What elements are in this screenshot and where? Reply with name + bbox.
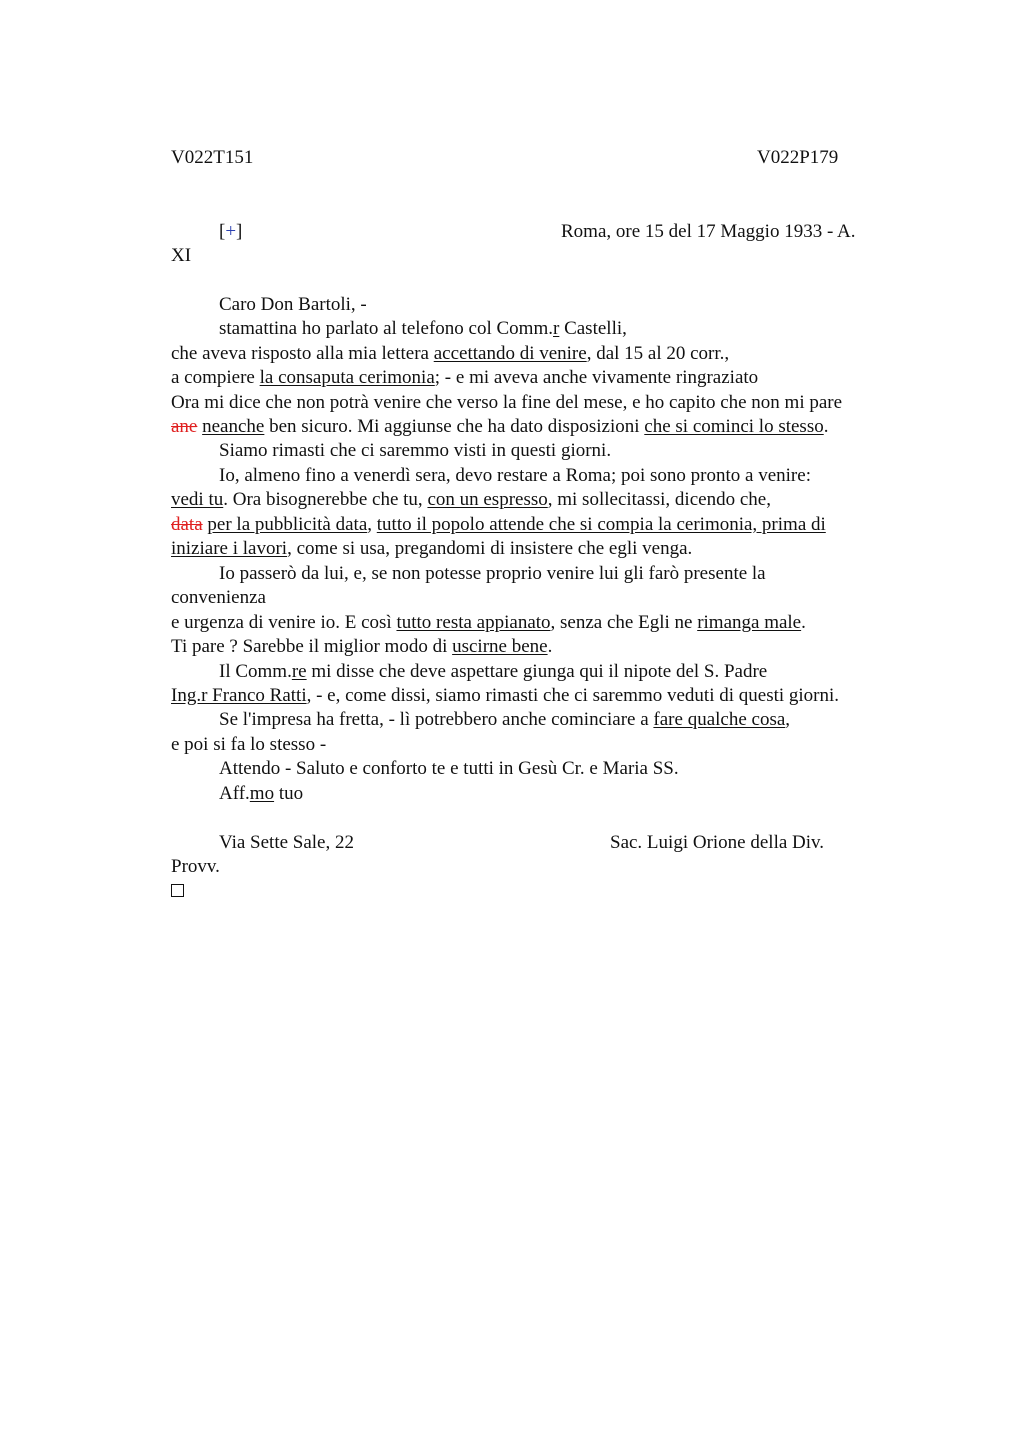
body-line-13: e urgenza di venire io. E così tutto resta appianato, senza che Egli ne rimanga male. <box>171 612 806 633</box>
body-line-14: Ti pare ? Sarebbe il miglior modo di uscirne bene. <box>171 636 553 657</box>
body-line-5: ane neanche ben sicuro. Mi aggiunse che ha dato disposizioni che si cominci lo stesso. <box>171 416 829 437</box>
body-line-16: Ing.r Franco Ratti, - e, come dissi, siamo rimasti che ci saremmo veduti di questi giorni. <box>171 685 840 706</box>
deleted-word: data <box>171 514 203 535</box>
body-line-18: e poi si fa lo stesso - <box>171 734 327 755</box>
body-line-6: Siamo rimasti che ci saremmo visti in questi giorni. <box>219 440 612 461</box>
plus-link[interactable]: + <box>225 221 237 242</box>
body-line-17: Se l'impresa ha fretta, - lì potrebbero anche cominciare a fare qualche cosa, <box>219 709 791 730</box>
body-line-4: Ora mi dice che non potrà venire che verso la fine del mese, e ho capito che non mi pare <box>171 392 843 413</box>
dateline: Roma, ore 15 del 17 Maggio 1933 - A. <box>561 221 856 242</box>
body-line-7: Io, almeno fino a venerdì sera, devo restare a Roma; poi sono pronto a venire: <box>219 465 811 486</box>
closing-line: Attendo - Saluto e conforto te e tutti in Gesù Cr. e Maria SS. <box>219 758 679 779</box>
deleted-word: ane <box>171 416 198 437</box>
body-line-9: data per la pubblicità data, tutto il popolo attende che si compia la cerimonia, prima di <box>171 514 826 535</box>
document-code-left: V022T151 <box>171 147 254 168</box>
body-line-3: a compiere la consaputa cerimonia; - e mi aveva anche vivamente ringraziato <box>171 367 759 388</box>
dateline-wrap: XI <box>171 245 192 266</box>
annotation-marker: [+] <box>219 221 243 242</box>
sender-address: Via Sette Sale, 22 <box>219 832 354 853</box>
body-line-10: iniziare i lavori, come si usa, pregandomi di insistere che egli venga. <box>171 538 693 559</box>
signature-wrap: Provv. <box>171 856 220 877</box>
body-line-15: Il Comm.re mi disse che deve aspettare giunga qui il nipote del S. Padre <box>219 661 768 682</box>
body-line-8: vedi tu. Ora bisognerebbe che tu, con un espresso, mi sollecitassi, dicendo che, <box>171 489 771 510</box>
body-line-11: Io passerò da lui, e, se non potesse proprio venire lui gli farò presente la <box>219 563 766 584</box>
document-code-right: V022P179 <box>757 147 839 168</box>
body-line-12: convenienza <box>171 587 266 608</box>
body-line-2: che aveva risposto alla mia lettera accettando di venire, dal 15 al 20 corr., <box>171 343 730 364</box>
salutation: Caro Don Bartoli, - <box>219 294 367 315</box>
closing-valediction: Aff.mo tuo <box>219 783 304 804</box>
checkbox-glyph <box>171 884 184 897</box>
signature: Sac. Luigi Orione della Div. <box>610 832 825 853</box>
body-line-1: stamattina ho parlato al telefono col Comm.r Castelli, <box>219 318 627 339</box>
